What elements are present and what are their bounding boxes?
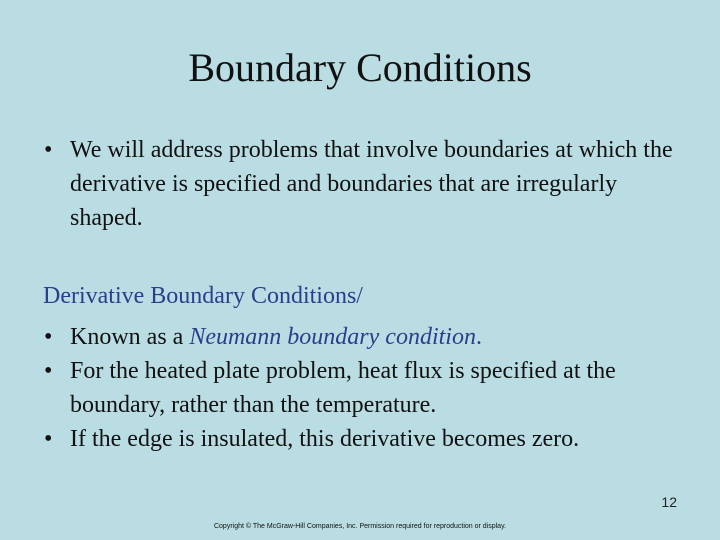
bullet-item-heated-plate — [0, 354, 720, 422]
neumann-term: Neumann boundary condition — [189, 324, 476, 350]
bullet-item — [0, 133, 720, 235]
copyright-notice: Copyright © The McGraw-Hill Companies, Inc. Permission required for reproduction or display. — [213, 523, 506, 530]
bullet-item-neumann — [0, 320, 720, 354]
bullet-text: For the heated plate problem, heat flux is specified at the boundary, rather than the temperature. — [70, 358, 616, 418]
bullet-list — [0, 320, 720, 456]
section-subheading: Derivative Boundary Conditions/ — [43, 283, 363, 309]
intro-bullet-list — [0, 133, 720, 235]
bullet-text-suffix: . — [475, 324, 482, 350]
bullet-glyph: • — [44, 137, 53, 163]
bullet-glyph: • — [44, 426, 53, 452]
bullet-item-insulated — [0, 422, 720, 456]
bullet-glyph: • — [44, 324, 53, 350]
bullet-glyph: • — [44, 358, 53, 384]
bullet-text: We will address problems that involve boundaries at which the derivative is specified and boundaries that are irregularly shaped. — [70, 137, 673, 231]
slide-title: Boundary Conditions — [188, 45, 532, 90]
bullet-text: If the edge is insulated, this derivative becomes zero. — [70, 426, 580, 452]
bullet-text-prefix: Known as a — [70, 324, 190, 350]
page-number: 12 — [661, 494, 677, 510]
